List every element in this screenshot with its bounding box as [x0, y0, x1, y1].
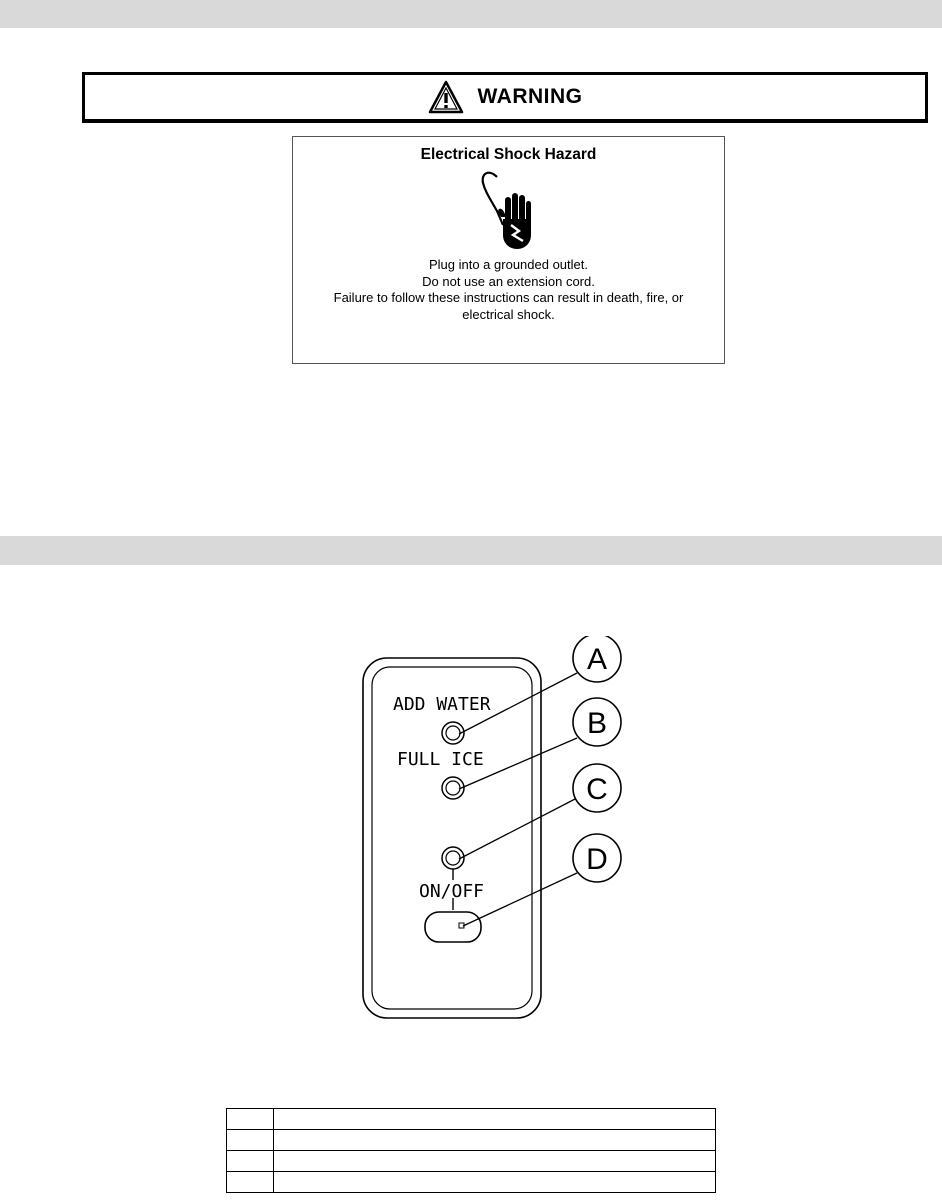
table-row: [227, 1151, 716, 1172]
control-panel-diagram: [355, 636, 665, 1026]
warning-triangle-icon: [428, 80, 464, 114]
legend-key-cell: [227, 1172, 274, 1193]
hazard-instructions: [293, 257, 724, 323]
section-header-bar: [0, 536, 942, 565]
callout-b: [573, 698, 621, 746]
legend-table: [226, 1108, 716, 1193]
on-off-switch[interactable]: [425, 912, 481, 942]
legend-key-cell: [227, 1130, 274, 1151]
legend-key-cell: [227, 1151, 274, 1172]
callout-d-letter: D: [586, 843, 608, 876]
callout-b-letter: B: [586, 707, 608, 740]
warning-banner: [82, 72, 928, 123]
table-row: [227, 1130, 716, 1151]
legend-description-cell: [274, 1109, 716, 1130]
legend-description-cell: [274, 1151, 716, 1172]
callout-a: [573, 636, 621, 682]
on-off-label: ON/OFF: [419, 881, 485, 902]
full-ice-label: FULL ICE: [397, 749, 484, 770]
hazard-line: Plug into a grounded outlet.: [428, 257, 588, 272]
section-header-bar: [0, 0, 942, 28]
table-row: [227, 1109, 716, 1130]
hazard-line: Failure to follow these instructions can result in death, fire, or: [333, 290, 684, 306]
hazard-title: Electrical Shock Hazard: [420, 146, 597, 163]
callout-line-c: [459, 798, 577, 859]
panel-outline-inner: [372, 667, 532, 1009]
callout-c: [573, 764, 621, 812]
hazard-line: Do not use an extension cord.: [422, 273, 595, 289]
add-water-label: ADD WATER: [393, 694, 491, 715]
callout-c-letter: C: [586, 773, 608, 806]
legend-description-cell: [274, 1172, 716, 1193]
table-row: [227, 1172, 716, 1193]
callout-d: [573, 834, 621, 882]
legend-key-cell: [227, 1109, 274, 1130]
electric-shock-hand-icon: [475, 167, 545, 251]
legend-description-cell: [274, 1130, 716, 1151]
callout-a-letter: A: [586, 643, 608, 676]
hazard-line: electrical shock.: [462, 306, 555, 322]
warning-label: WARNING: [477, 85, 583, 108]
hazard-notice: [292, 136, 725, 364]
